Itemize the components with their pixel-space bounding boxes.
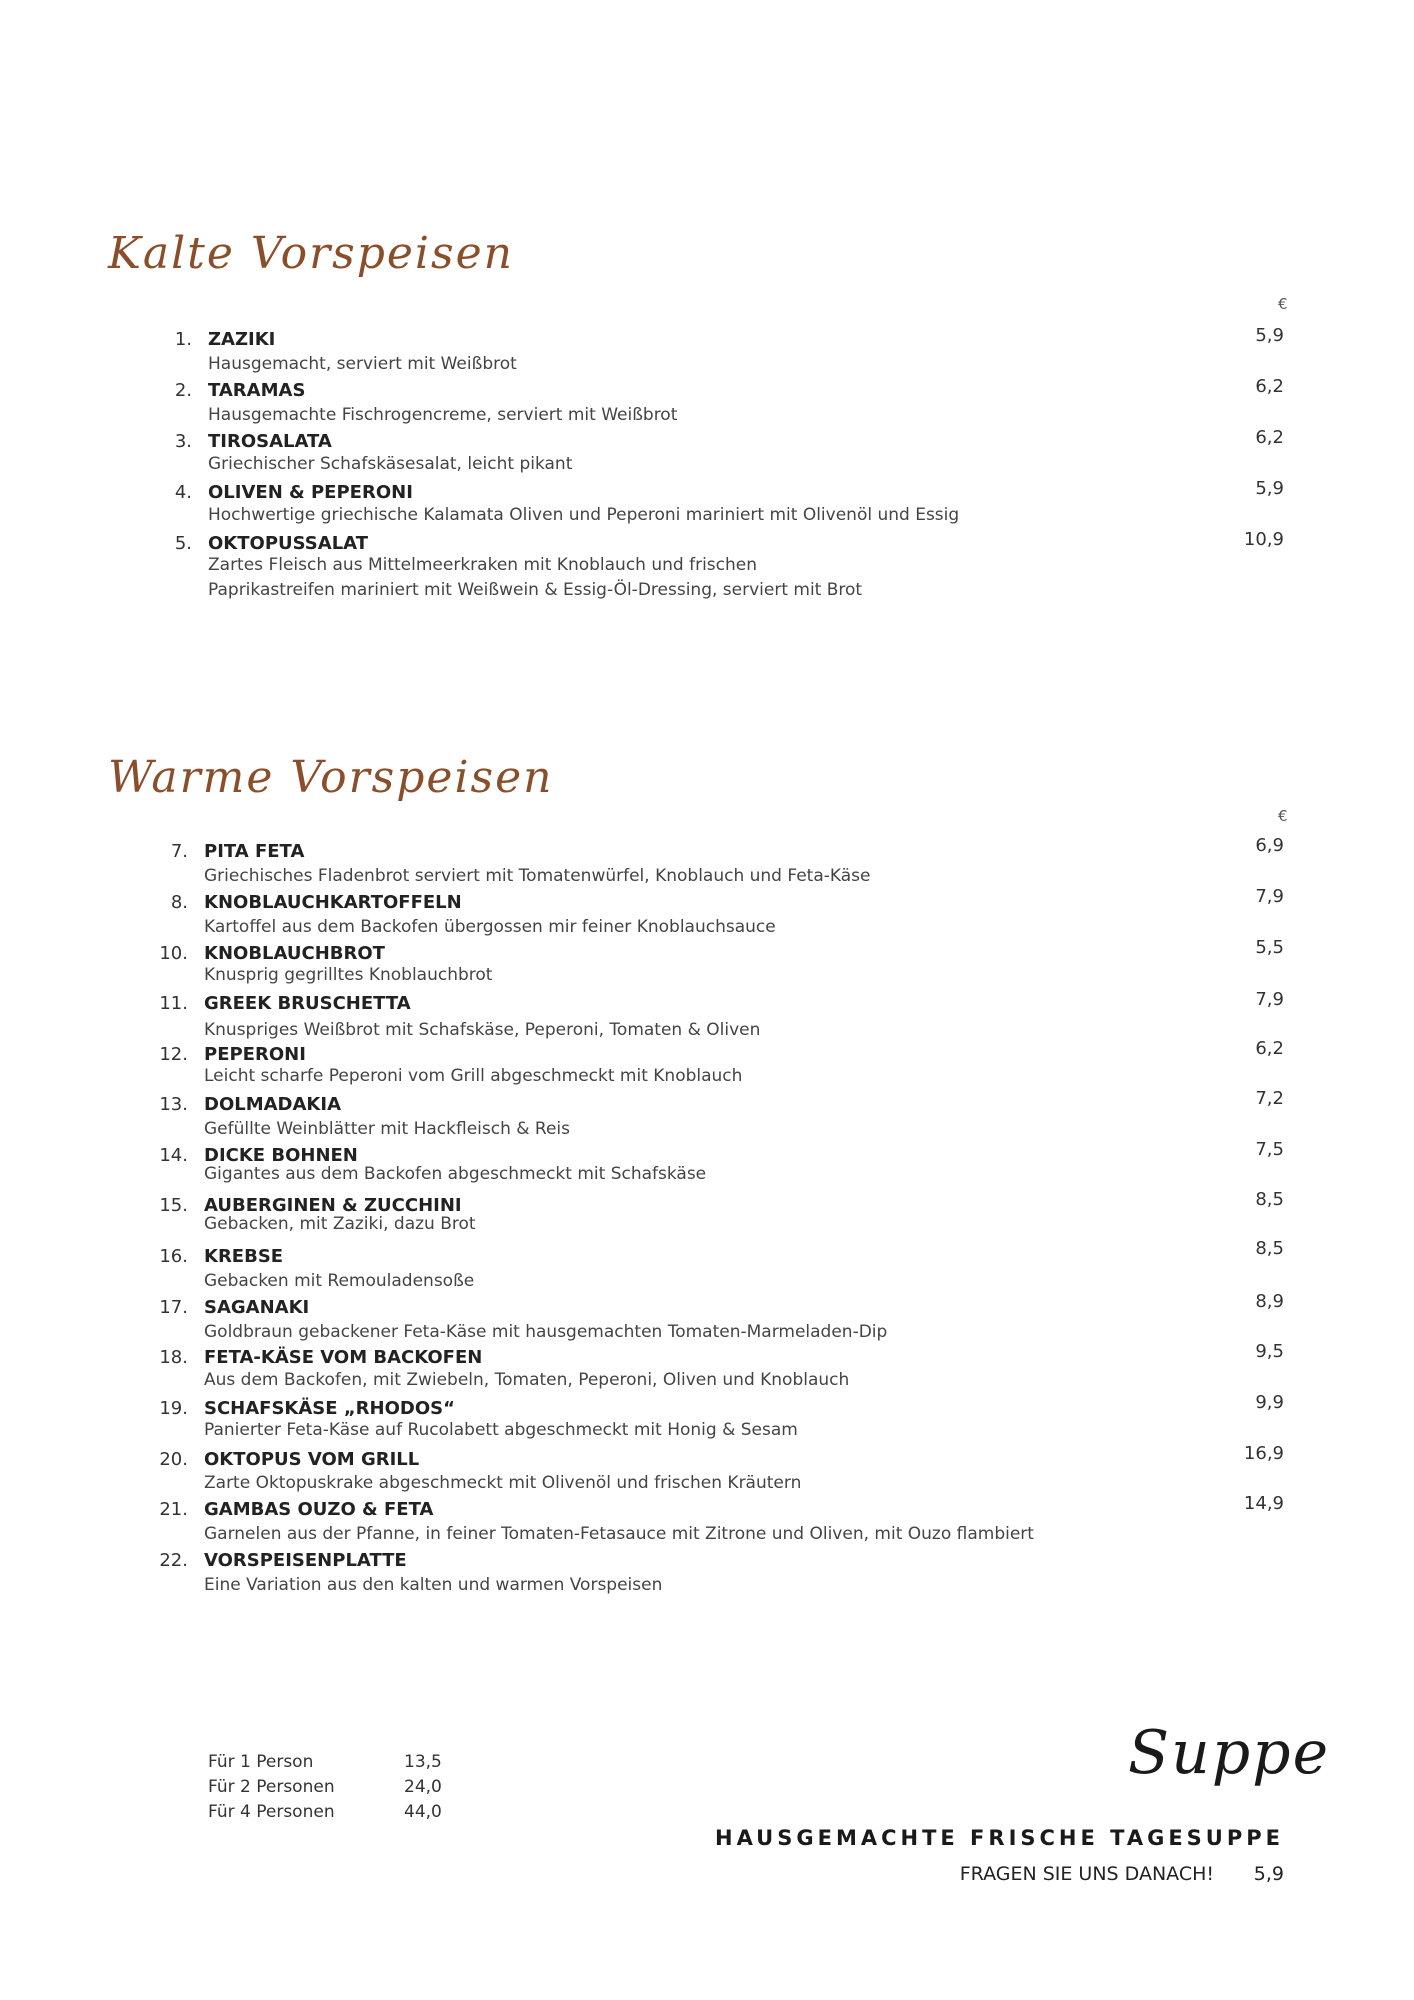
item-description: Hochwertige griechische Kalamata Oliven und Peperoni mariniert mit Olivenöl und Essig — [208, 505, 960, 525]
item-number: 15. — [159, 1195, 188, 1216]
item-description: Aus dem Backofen, mit Zwiebeln, Tomaten, Peperoni, Oliven und Knoblauch — [204, 1370, 850, 1390]
item-price: 8,5 — [1255, 1189, 1284, 1210]
item-description: Garnelen aus der Pfanne, in feiner Tomaten-Fetasauce mit Zitrone und Oliven, mit Ouzo flambiert — [204, 1524, 1034, 1544]
platter-option-price: 24,0 — [404, 1777, 442, 1797]
menu-item — [0, 1038, 1414, 1094]
item-description: Gebacken mit Remouladensoße — [204, 1271, 475, 1291]
kalte-section-title: Kalte Vorspeisen — [108, 228, 514, 279]
menu-item — [0, 1088, 1414, 1144]
item-price: 14,9 — [1243, 1493, 1284, 1514]
item-number: 4. — [174, 482, 192, 503]
item-price: 16,9 — [1243, 1443, 1284, 1464]
suppe-section-title: Suppe — [1128, 1718, 1331, 1788]
item-price: 10,9 — [1243, 529, 1284, 550]
platter-option-label: Für 2 Personen — [208, 1777, 335, 1797]
item-price: 8,9 — [1255, 1291, 1284, 1312]
item-name: SCHAFSKÄSE „RHODOS“ — [204, 1398, 455, 1419]
item-description: Gefüllte Weinblätter mit Hackfleisch & Reis — [204, 1119, 571, 1139]
item-name: OKTOPUS VOM GRILL — [204, 1449, 420, 1470]
item-number: 1. — [174, 329, 192, 350]
item-number: 13. — [159, 1094, 188, 1115]
item-name: GREEK BRUSCHETTA — [204, 993, 411, 1014]
menu-item — [0, 325, 1414, 379]
item-name: OLIVEN & PEPERONI — [208, 482, 413, 503]
item-price: 7,5 — [1255, 1139, 1284, 1160]
item-price: 9,5 — [1255, 1341, 1284, 1362]
item-name: DOLMADAKIA — [204, 1094, 342, 1115]
item-name: OKTOPUSSALAT — [208, 533, 368, 554]
menu-item — [0, 1238, 1414, 1296]
item-description: Panierter Feta-Käse auf Rucolabett abgeschmeckt mit Honig & Sesam — [204, 1420, 798, 1440]
item-price: 8,5 — [1255, 1238, 1284, 1259]
item-description: Leicht scharfe Peperoni vom Grill abgeschmeckt mit Knoblauch — [204, 1066, 743, 1086]
item-price: 7,9 — [1255, 886, 1284, 907]
platter-option-price: 44,0 — [404, 1802, 442, 1822]
item-price: 6,2 — [1255, 376, 1284, 397]
item-number: 12. — [159, 1044, 188, 1065]
item-name: PEPERONI — [204, 1044, 306, 1065]
menu-item — [0, 1189, 1414, 1245]
item-description: Kartoffel aus dem Backofen übergossen mir feiner Knoblauchsauce — [204, 917, 776, 937]
item-name: TIROSALATA — [208, 431, 332, 452]
item-description: Paprikastreifen mariniert mit Weißwein & Essig-Öl-Dressing, serviert mit Brot — [208, 580, 863, 600]
menu-item — [0, 1493, 1414, 1549]
platter-option-price: 13,5 — [404, 1752, 442, 1772]
item-description: Griechischer Schafskäsesalat, leicht pikant — [208, 454, 573, 474]
item-number: 11. — [159, 993, 188, 1014]
menu-item — [0, 1443, 1414, 1499]
item-description: Eine Variation aus den kalten und warmen Vorspeisen — [204, 1575, 663, 1595]
item-price: 5,9 — [1255, 325, 1284, 346]
item-number: 22. — [159, 1550, 188, 1571]
item-name: FETA-KÄSE VOM BACKOFEN — [204, 1347, 483, 1368]
item-price: 5,9 — [1255, 478, 1284, 499]
item-name: SAGANAKI — [204, 1297, 310, 1318]
item-number: 19. — [159, 1398, 188, 1419]
item-name: TARAMAS — [208, 380, 306, 401]
item-number: 20. — [159, 1449, 188, 1470]
item-description: Zarte Oktopuskrake abgeschmeckt mit Olivenöl und frischen Kräutern — [204, 1473, 802, 1493]
item-name: DICKE BOHNEN — [204, 1145, 358, 1166]
item-name: AUBERGINEN & ZUCCHINI — [204, 1195, 462, 1216]
item-number: 8. — [170, 892, 188, 913]
menu-item — [0, 1291, 1414, 1347]
menu-item — [0, 1392, 1414, 1448]
warme-section-title: Warme Vorspeisen — [108, 752, 554, 803]
menu-item — [0, 427, 1414, 481]
item-name: KREBSE — [204, 1246, 284, 1267]
item-name: PITA FETA — [204, 841, 305, 862]
item-number: 21. — [159, 1499, 188, 1520]
item-price: 9,9 — [1255, 1392, 1284, 1413]
menu-item — [0, 886, 1414, 942]
item-name: GAMBAS OUZO & FETA — [204, 1499, 434, 1520]
item-price: 5,5 — [1255, 937, 1284, 958]
platter-option-label: Für 4 Personen — [208, 1802, 335, 1822]
menu-item — [0, 1341, 1414, 1397]
menu-item — [0, 989, 1414, 1043]
menu-item — [0, 529, 1414, 608]
item-name: ZAZIKI — [208, 329, 276, 350]
platter-option-label: Für 1 Person — [208, 1752, 314, 1772]
item-description: Griechisches Fladenbrot serviert mit Tomatenwürfel, Knoblauch und Feta-Käse — [204, 866, 871, 886]
menu-item — [0, 1139, 1414, 1195]
item-name: KNOBLAUCHKARTOFFELN — [204, 892, 462, 913]
item-name: VORSPEISENPLATTE — [204, 1550, 407, 1571]
item-description: Knuspriges Weißbrot mit Schafskäse, Peperoni, Tomaten & Oliven — [204, 1020, 761, 1040]
item-description: Gebacken, mit Zaziki, dazu Brot — [204, 1214, 476, 1234]
warme-currency-label: € — [1278, 807, 1288, 825]
item-number: 14. — [159, 1145, 188, 1166]
item-description: Gigantes aus dem Backofen abgeschmeckt mit Schafskäse — [204, 1164, 707, 1184]
menu-item — [0, 478, 1414, 532]
soup-price: 5,9 — [1253, 1863, 1284, 1885]
item-number: 10. — [159, 943, 188, 964]
item-name: KNOBLAUCHBROT — [204, 943, 385, 964]
soup-name: HAUSGEMACHTE FRISCHE TAGESUPPE — [715, 1826, 1284, 1850]
item-description: Goldbraun gebackener Feta-Käse mit hausgemachten Tomaten-Marmeladen-Dip — [204, 1322, 888, 1342]
item-price: 7,2 — [1255, 1088, 1284, 1109]
item-number: 3. — [174, 431, 192, 452]
item-number: 7. — [170, 841, 188, 862]
menu-item — [0, 376, 1414, 430]
item-description: Hausgemachte Fischrogencreme, serviert mit Weißbrot — [208, 405, 678, 425]
item-description: Zartes Fleisch aus Mittelmeerkraken mit Knoblauch und frischen — [208, 555, 758, 575]
menu-item — [0, 937, 1414, 993]
kalte-currency-label: € — [1278, 295, 1288, 313]
item-price: 7,9 — [1255, 989, 1284, 1010]
item-number: 2. — [174, 380, 192, 401]
soup-note: FRAGEN SIE UNS DANACH! — [959, 1863, 1214, 1885]
item-description: Hausgemacht, serviert mit Weißbrot — [208, 354, 517, 374]
item-price: 6,9 — [1255, 835, 1284, 856]
item-description: Knusprig gegrilltes Knoblauchbrot — [204, 965, 493, 985]
item-number: 16. — [159, 1246, 188, 1267]
menu-item — [0, 1550, 1414, 1600]
menu-item — [0, 835, 1414, 891]
item-number: 17. — [159, 1297, 188, 1318]
item-price: 6,2 — [1255, 427, 1284, 448]
item-number: 5. — [174, 533, 192, 554]
item-number: 18. — [159, 1347, 188, 1368]
item-price: 6,2 — [1255, 1038, 1284, 1059]
